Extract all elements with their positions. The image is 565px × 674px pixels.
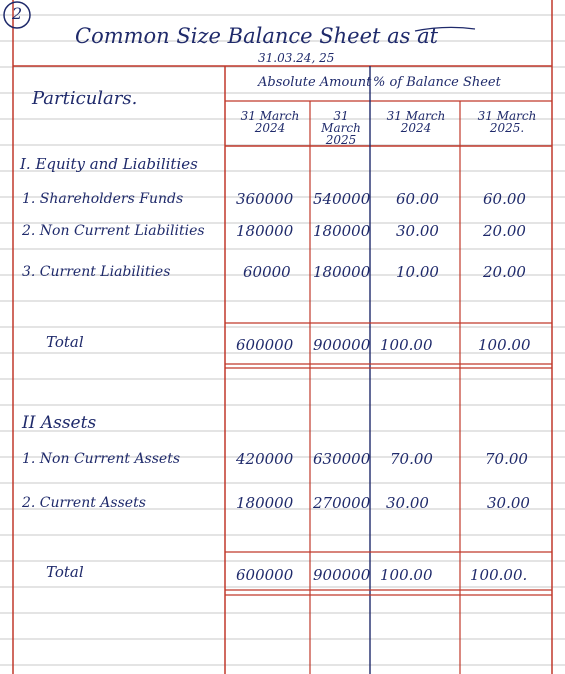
cell-value: 180000 bbox=[236, 222, 294, 240]
cell-value: 60.00 bbox=[483, 190, 526, 208]
col-header-abs-2024: 31 March 2024 bbox=[240, 109, 300, 135]
cell-value: 600000 bbox=[236, 336, 294, 354]
total-label: Total bbox=[46, 333, 84, 351]
cell-value: 180000 bbox=[313, 263, 371, 281]
cell-value: 30.00 bbox=[487, 494, 530, 512]
as-at-date: 31.03.24, 25 bbox=[258, 51, 335, 65]
question-number: 2 bbox=[12, 4, 23, 23]
cell-value: 30.00 bbox=[386, 494, 429, 512]
cell-value: 900000 bbox=[313, 566, 371, 584]
row-label-non-current-assets: 1. Non Current Assets bbox=[22, 451, 181, 467]
cell-value: 10.00 bbox=[396, 263, 439, 281]
row-label-current-liabilities: 3. Current Liabilities bbox=[22, 264, 171, 280]
cell-value: 70.00 bbox=[485, 450, 528, 468]
cell-value: 270000 bbox=[313, 494, 371, 512]
cell-value: 600000 bbox=[236, 566, 294, 584]
row-label-non-current-liabilities: 2. Non Current Liabilities bbox=[22, 223, 205, 239]
cell-value: 30.00 bbox=[396, 222, 439, 240]
col-header-pct-2025: 31 March 2025. bbox=[477, 109, 537, 135]
cell-value: 100.00 bbox=[380, 566, 433, 584]
cell-value: 420000 bbox=[236, 450, 294, 468]
cell-value: 100.00 bbox=[380, 336, 433, 354]
cell-value: 630000 bbox=[313, 450, 371, 468]
cell-value: 20.00 bbox=[483, 263, 526, 281]
row-label-current-assets: 2. Current Assets bbox=[22, 495, 146, 511]
cell-value: 540000 bbox=[313, 190, 371, 208]
cell-value: 60000 bbox=[243, 263, 291, 281]
page-title: Common Size Balance Sheet as at bbox=[75, 24, 439, 48]
percent-of-balance-sheet-header: % of Balance Sheet bbox=[373, 75, 501, 90]
total-label: Total bbox=[46, 563, 84, 581]
cell-value: 100.00. bbox=[470, 566, 528, 584]
cell-value: 360000 bbox=[236, 190, 294, 208]
absolute-amount-header: Absolute Amount bbox=[258, 75, 372, 90]
row-label-shareholders-funds: 1. Shareholders Funds bbox=[22, 191, 184, 207]
cell-value: 180000 bbox=[313, 222, 371, 240]
cell-value: 60.00 bbox=[396, 190, 439, 208]
section-title-equity-liabilities: I. Equity and Liabilities bbox=[20, 155, 198, 173]
particulars-header: Particulars. bbox=[32, 88, 138, 109]
col-header-pct-2024: 31 March 2024 bbox=[386, 109, 446, 135]
cell-value: 20.00 bbox=[483, 222, 526, 240]
cell-value: 900000 bbox=[313, 336, 371, 354]
col-header-abs-2025: 31 March 2025 bbox=[321, 109, 361, 147]
cell-value: 70.00 bbox=[390, 450, 433, 468]
cell-value: 180000 bbox=[236, 494, 294, 512]
cell-value: 100.00 bbox=[478, 336, 531, 354]
section-title-assets: II Assets bbox=[22, 413, 97, 433]
